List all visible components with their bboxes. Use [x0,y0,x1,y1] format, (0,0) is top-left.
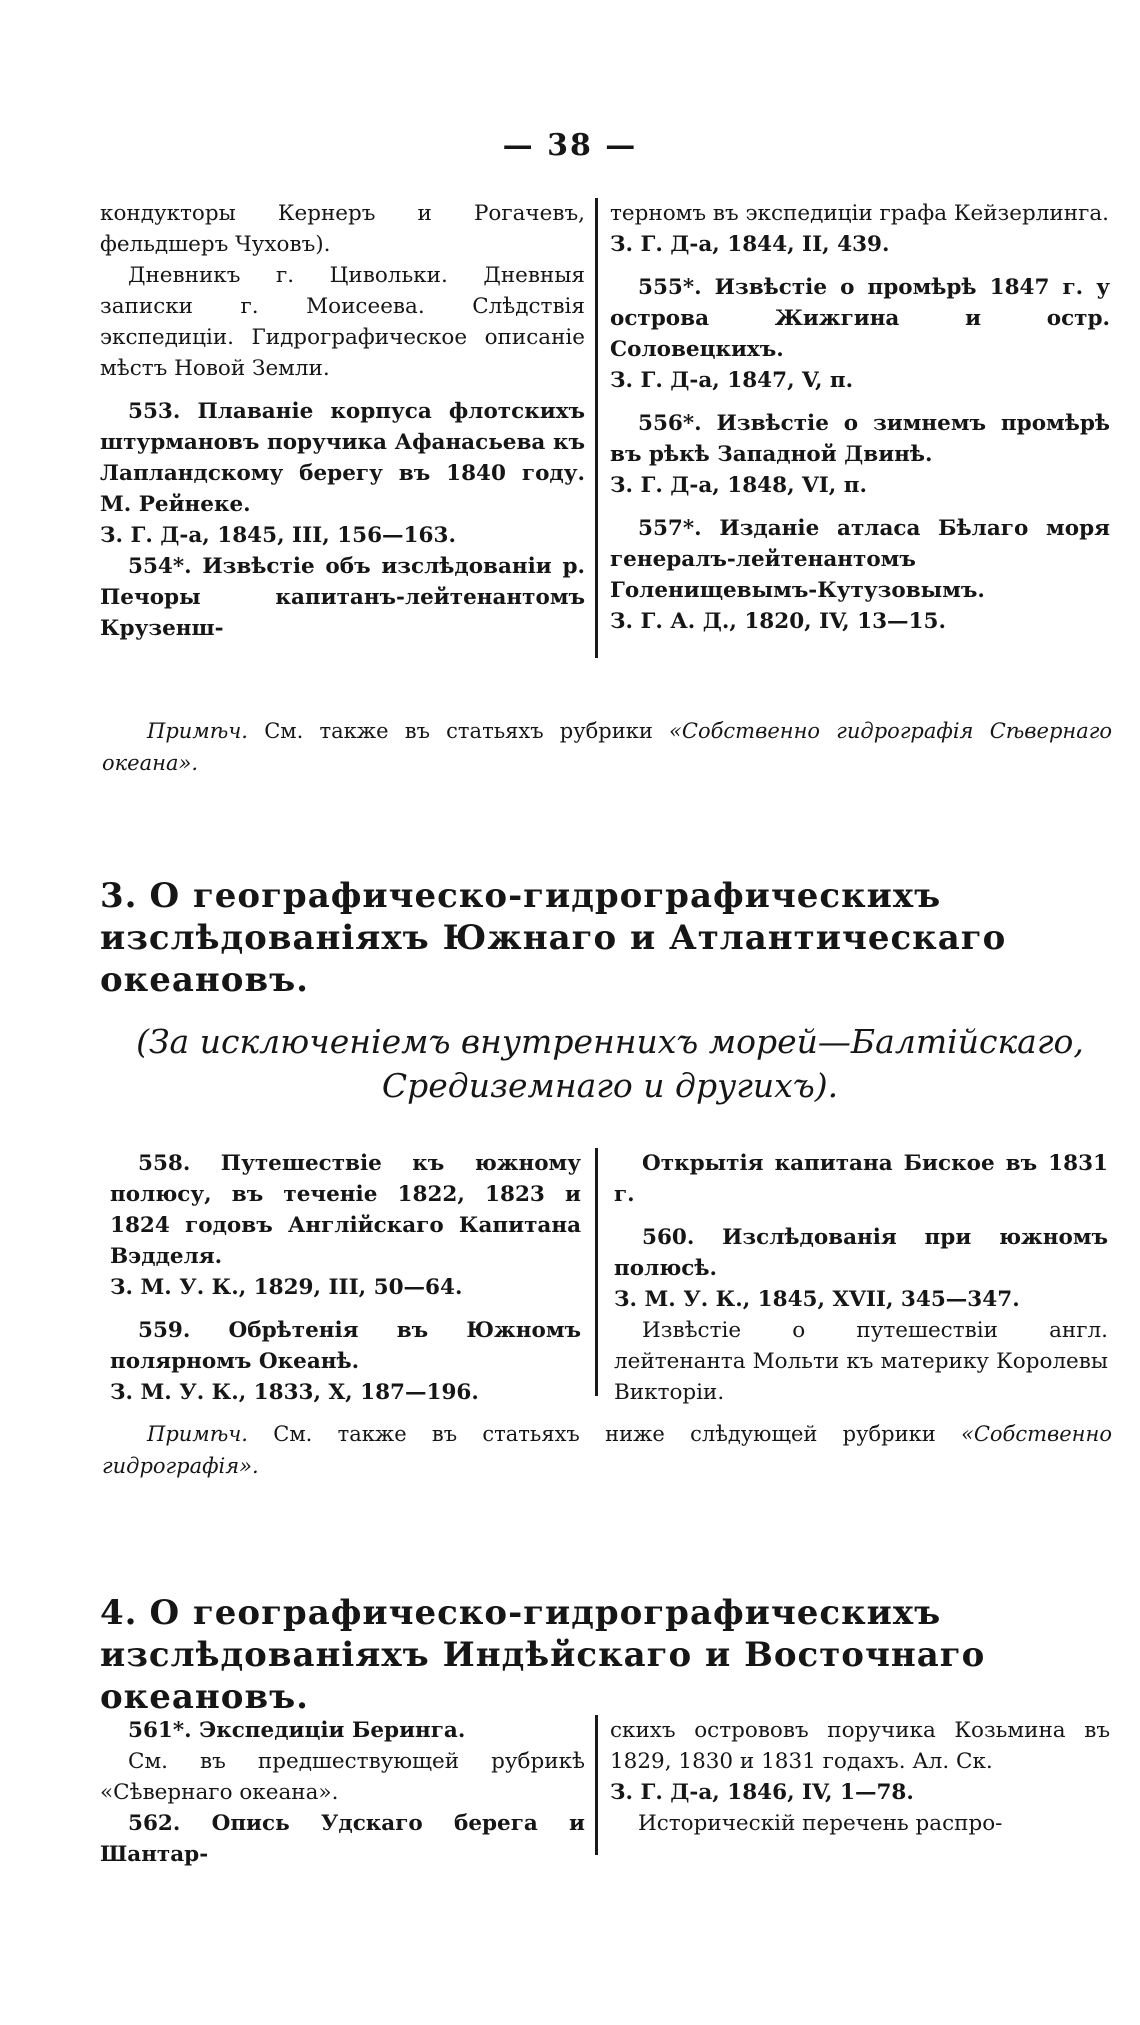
citation: З. М. У. К., 1845, XVII, 345—347. [614,1287,1020,1312]
note-reference: «Собственно гидрографія». [102,1422,1112,1478]
citation: З. Г. Д-а, 1846, IV, 1—78. [610,1780,914,1805]
entry-text: кондукторы Кернеръ и Рогачевъ, фельдшеръ Чуховъ). [100,201,585,257]
entry-558: 558. Путешествіе къ южному полюсу, въ теченіе 1822, 1823 и 1824 годовъ Англійскаго Капитана Вэдделя. [110,1151,581,1269]
note-label: Примѣч. [147,719,248,743]
citation: З. Г. Д-а, 1844, II, 439. [610,232,890,257]
entries-block-2 [110,1148,1110,1408]
note-text: См. также въ статьяхъ рубрики [247,719,670,743]
entry-text: Историческій перечень распро- [638,1811,1003,1836]
entry-562: 562. Опись Удскаго берега и Шантар- [100,1811,585,1867]
left-column [110,1148,595,1408]
citation: З. Г. Д-а, 1847, V, п. [610,368,854,393]
note-label: Примѣч. [147,1422,248,1446]
note-2 [102,1418,1112,1482]
entry-text: Дневникъ г. Цивольки. Дневныя записки г. Моисеева. Слѣдствія экспедиціи. Гидрографическое описаніе мѣстъ Новой Земли. [100,263,585,381]
section-4-heading [100,1592,1120,1718]
section-title: О географическо-гидрографическихъ изслѣдованіяхъ Южнаго и Атлантическаго океановъ. [100,876,1007,1000]
entry-554: 554*. Извѣстіе объ изслѣдованіи р. Печоры капитанъ-лейтенантомъ Крузенш- [100,554,585,641]
entry-text: См. въ предшествующей рубрикѣ «Сѣвернаго океана». [100,1749,585,1805]
page-number: — 38 — [502,128,638,163]
citation: З. Г. Д-а, 1845, III, 156—163. [100,523,456,548]
left-column [100,1715,595,1870]
right-column [598,198,1110,658]
section-title: О географическо-гидрографическихъ изслѣдованіяхъ Индѣйскаго и Восточнаго океановъ. [100,1593,986,1717]
section-number: 4. [100,1593,138,1633]
entries-block-1 [100,198,1110,658]
right-column [598,1148,1108,1408]
section-number: 3. [100,876,138,916]
entry-553: 553. Плаваніе корпуса флотскихъ штурмановъ поручика Афанасьева къ Лапландскому берегу въ 1840 году. М. Рейнеке. [100,399,585,517]
note-text: См. также въ статьяхъ ниже слѣдующей рубрики [247,1422,961,1446]
entry-557: 557*. Изданіе атласа Бѣлаго моря генералъ-лейтенантомъ Голенищевымъ-Кутузовымъ. [610,516,1110,603]
note-1 [102,715,1112,779]
entry-561: 561*. Экспедиціи Беринга. [128,1718,466,1743]
note-reference: «Собственно гидрографія Сѣвернаго океана». [102,719,1112,775]
entry-text: Открытія капитана Биское въ 1831 г. [614,1151,1108,1207]
right-column [598,1715,1110,1870]
entry-560: 560. Изслѣдованія при южномъ полюсѣ. [614,1225,1108,1281]
entry-555: 555*. Извѣстіе о промѣрѣ 1847 г. у острова Жижгина и остр. Соловецкихъ. [610,275,1110,362]
citation: З. М. У. К., 1829, III, 50—64. [110,1275,463,1300]
entry-text: терномъ въ экспедиціи графа Кейзерлинга. [610,201,1109,226]
citation: З. М. У. К., 1833, X, 187—196. [110,1380,479,1405]
citation: З. Г. А. Д., 1820, IV, 13—15. [610,609,946,634]
entry-text: скихъ острововъ поручика Козьмина въ 1829, 1830 и 1831 годахъ. Ал. Ск. [610,1718,1110,1774]
citation: З. Г. Д-а, 1848, VI, п. [610,473,867,498]
entry-559: 559. Обрѣтенія въ Южномъ полярномъ Океанѣ. [110,1318,581,1374]
section-3-subheading: (За исключеніемъ внутреннихъ морей—Балтійскаго, Средиземнаго и другихъ). [136,1022,1084,1105]
left-column [100,198,595,658]
entries-block-3 [100,1715,1110,1870]
entry-text: Извѣстіе о путешествіи англ. лейтенанта Мольти къ материку Королевы Викторіи. [614,1318,1108,1405]
section-3-heading [100,875,1120,1001]
entry-556: 556*. Извѣстіе о зимнемъ промѣрѣ въ рѣкѣ Западной Двинѣ. [610,411,1110,467]
